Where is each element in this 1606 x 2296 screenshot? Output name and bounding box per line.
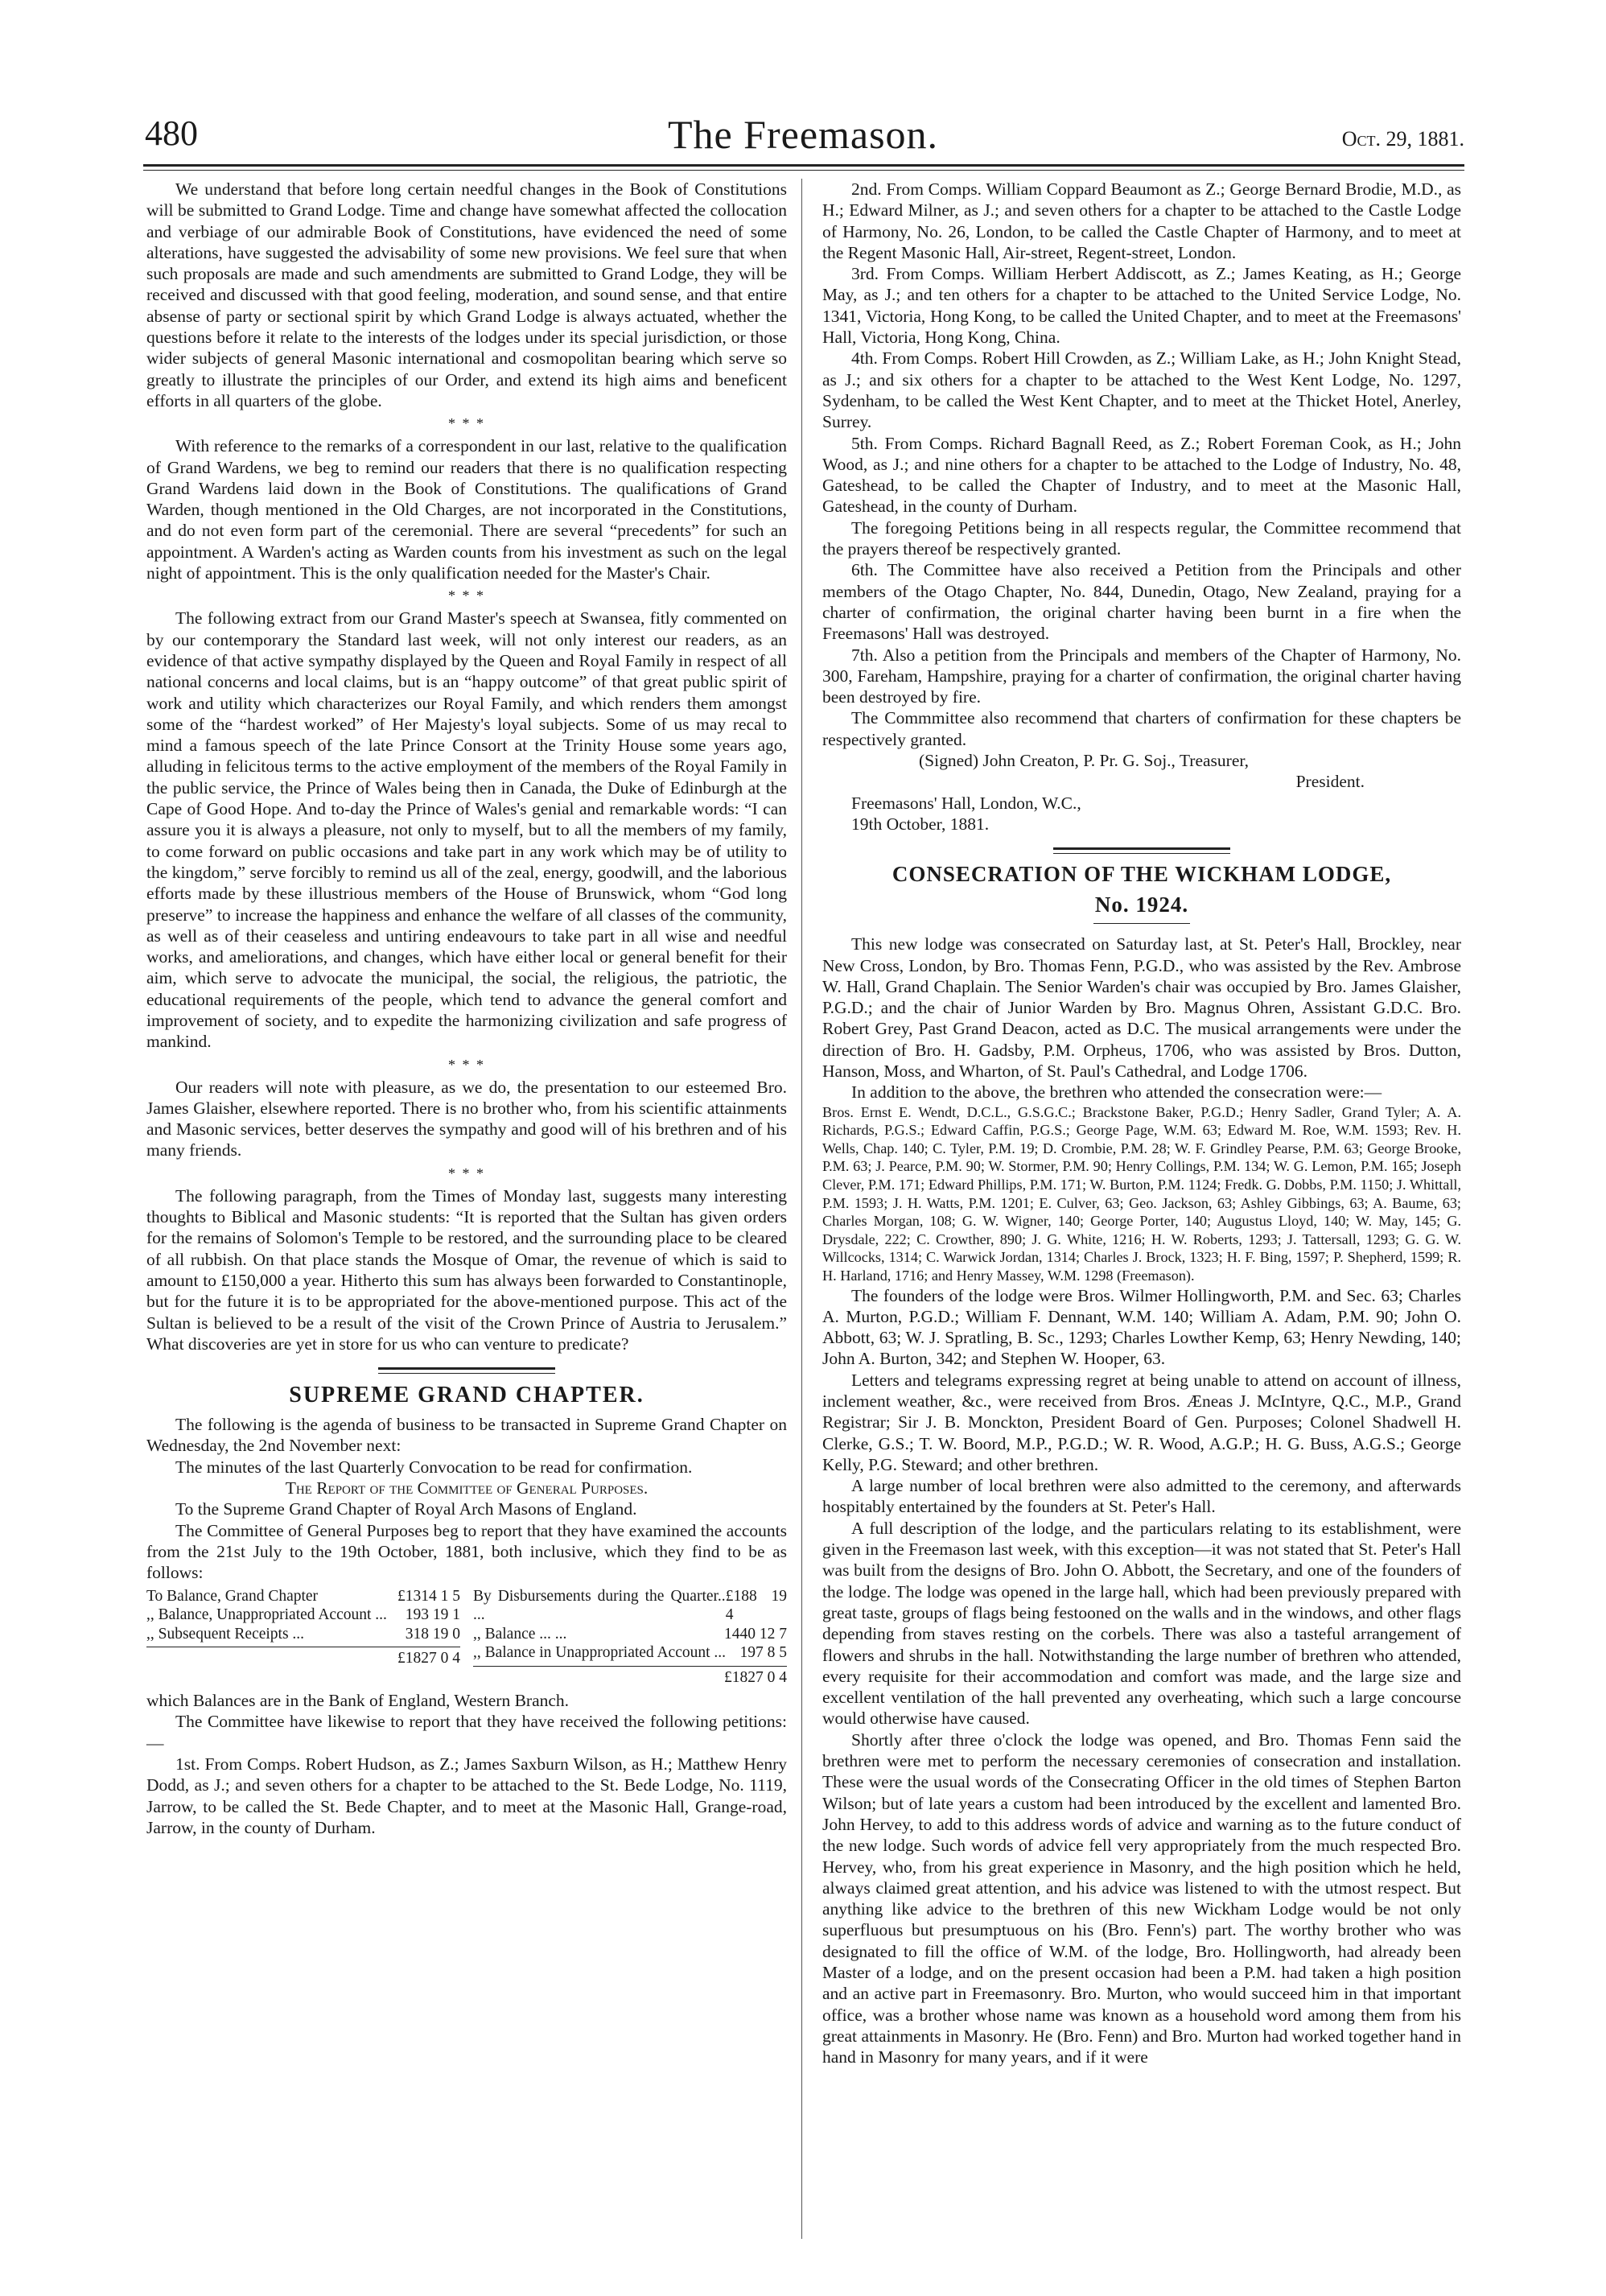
petition-third: 3rd. From Comps. William Herbert Addiscott, as Z.; James Keating, as H.; George May, as J.; and ten others for a chapter to be attached to the United Service Lodge, No. 1341, Victoria, Hong Kong, to be called the United Chapter, and to meet at the Freemasons' Hall, Victoria, Hong Kong, China. xyxy=(822,264,1461,348)
accounts-row xyxy=(473,1643,787,1663)
masthead xyxy=(0,0,1606,169)
accounts-row xyxy=(473,1625,787,1644)
heading-rule xyxy=(1053,847,1230,850)
paragraph-glaisher: Our readers will note with pleasure, as we do, the presentation to our esteemed Bro. James Glaisher, elsewhere reported. There is no brother who, from his scientific attainments and Masonic services, better deserves the sympathy and good will of his brethren and of his many friends. xyxy=(146,1077,787,1160)
signature-line: (Signed) John Creaton, P. Pr. G. Soj., Treasurer, xyxy=(919,751,1250,771)
attendees-intro: In addition to the above, the brethren who attended the consecration were:— xyxy=(851,1082,1382,1103)
accounts-amount: 197 8 5 xyxy=(739,1644,787,1662)
paragraph-grand-master-speech: The following extract from our Grand Master's speech at Swansea, fitly commented on by our contemporary the Standard last week, will not only interest our readers, as an evidence of that active sympathy displayed by the Queen and Royal Family in respect of all national concerns and local claims, but is an “happy outcome” of that great public spirit of work and utility which characterizes our Royal Family, and which renders them amongst some of the “hardest worked” of Her Majesty's loyal subjects. Some of us may recal to mind a famous speech of the late Prince Consort at the Trinity House some years ago, alluding in felicitous terms to the active employment of the members of the Royal Family in the public service, the Prince of Wales being then in Canada, the Duke of Edinburgh at the Cape of Good Hope. And to-day the Prince of Wales's genial and remarkable words: “I can assure you it is always a pleasure, not only to myself, but to all the members of my family, to come forward on public occasions and take part in any work which may be of utility to the kingdom,” serve forcibly to remind us all of the zeal, energy, goodwill, and the laborious efforts made by these illustrious members of the House of Brunswick, whom “God long preserve” to increase the happiness and enhance the welfare of all classes of the community, as well as of their ceaseless and untiring endeavours to take part in all wise and needful works, and ameliorations, and changes, which have either local or general benefit for their aim, which serve to advocate the municipal, the social, the religious, the patriotic, the educational requirements of the people, which tend to advance the general comfort and improvement of society, and to expedite the harmonizing civilization and safe progress of mankind. xyxy=(146,608,787,1052)
accounts-amount: £1314 1 5 xyxy=(397,1587,461,1605)
masthead-rule-thin xyxy=(143,170,1464,171)
accounts-label: To Balance, Grand Chapter xyxy=(146,1587,319,1605)
charters-recommendation: The Commmittee also recommend that charters of confirmation for these chapters be respectively granted. xyxy=(822,708,1461,749)
left-column xyxy=(146,179,787,1838)
petition-seventh: 7th. Also a petition from the Principals and members of the Chapter of Harmony, No. 300, Fareham, Hampshire, praying for a charter of confirmation, the original charter having been destroyed by fire. xyxy=(822,645,1461,707)
accounts-row xyxy=(146,1587,460,1606)
paragraph-grand-wardens: With reference to the remarks of a correspondent in our last, relative to the qualification of Grand Wardens, we beg to remind our readers that there is no qualification respecting Grand Wardens laid down in the Book of Constitutions. The qualifications of Grand Warden, though mentioned in the Old Charges, are not incorporated in the Constitutions, and do not even form part of the ceremonial. There are several “precedents” for such an appointment. A Warden's acting as Warden counts from his investment as such on the legal night of appointment. This is the only qualification needed for the Master's Chair. xyxy=(146,436,787,583)
signature-date: 19th October, 1881. xyxy=(851,814,990,834)
agenda-addressee: To the Supreme Grand Chapter of Royal Arch Masons of England. xyxy=(175,1499,637,1519)
section-separator: * * * xyxy=(448,415,485,432)
petitions-recommendation: The foregoing Petitions being in all respects regular, the Committee recommend that the prayers thereof be respectively granted. xyxy=(822,517,1461,559)
heading-rule-thin xyxy=(1053,853,1230,854)
paragraph-solomons-temple: The following paragraph, from the Times of Monday last, suggests many interesting thoughts to Biblical and Masonic students: “It is reported that the Sultan has given orders for the remains of Solomon's Temple to be restored, and the surrounding place to be cleared of all rubbish. On that place stands the Mosque of Omar, the revenue of which is said to amount to £150,000 a year. Hitherto this sum has always been forwarded to Constantinople, but for the future it is to be appropriated for the above-mentioned purpose. This act of the Sultan is believed to be a result of the visit of the Crown Prince of Austria to Jerusalem.” What discoveries are yet in store for us who can venture to predicate? xyxy=(146,1185,787,1354)
accounts-label: ,, Balance ... ... xyxy=(472,1625,567,1643)
accounts-row xyxy=(473,1587,787,1625)
consecration-intro: This new lodge was consecrated on Saturday last, at St. Peter's Hall, Brockley, near New Cross, London, by Bro. Thomas Fenn, P.G.D., who was assisted by the Rev. Ambrose W. Hall, Grand Chaplain. The Senior Warden's chair was occupied by Bro. James Glaisher, P.G.D.; and the chair of Junior Warden by Bro. Magnus Ohren, Assistant G.D.C. Bro. Robert Grey, Past Grand Deacon, acted as D.C. The musical arrangements were under the direction of Bro. H. Gadsby, P.M. Orpheus, 1706, who was assisted by Bros. Dutton, Hanson, Moss, and Wharton, of St. Paul's Cathedral, and Lodge 1706. xyxy=(822,934,1461,1081)
accounts-label: ,, Balance in Unappropriated Account ... xyxy=(472,1644,727,1662)
heading-short-rule xyxy=(1093,923,1190,924)
paragraph-book-of-constitutions: We understand that before long certain needful changes in the Book of Constitutions will be submitted to Grand Lodge. Time and change have somewhat affected the collocation and verbiage of our admirable Book of Constitutions, have evidenced the need of some alterations, have suggested the advisability of some new provisions. We feel sure that when such proposals are made and such amendments are submitted to Grand Lodge, they will be received and discussed with that good feeling, moderation, and sound sense, and that entire absense of party or sectional spirit by which Grand Lodge is always actuated, whether the questions before it relate to the interests of the lodges under its special jurisdiction, or those wider subjects of general Masonic international and cosmopolitan bearing which serve so greatly to illustrate the principles of our Order, and extend its high aims and beneficent efforts in all quarters of the globe. xyxy=(146,179,787,410)
attendees-list: Bros. Ernst E. Wendt, D.C.L., G.S.G.C.; Brackstone Baker, P.G.D.; Henry Sadler, Grand Tyler; A. A. Richards, P.G.S.; Edward Caffin, P.G.S.; George Page, W.M. 63; Edward M. Roe, W.M. 1593; Rev. H. Wells, Chap. 140; C. Tyler, P.M. 19; D. Crombie, P.M. 28; W. F. Grindley Pearse, P.M. 63; George Brooke, P.M. 63; J. Pearce, P.M. 90; W. Stormer, P.M. 90; Henry Collings, P.M. 134; W. G. Lemon, P.M. 165; Joseph Clever, P.M. 171; Edward Phillips, P.M. 171; W. Burton, P.M. 1124; Fredk. G. Dobbs, P.M. 1150; J. Whittall, P.M. 1593; J. H. Watts, P.M. 1201; E. Culver, 63; Geo. Jackson, 63; Ashley Gibbings, 63; A. Baume, 63; Charles Morgan, 108; G. W. Wigner, 140; George Porter, 140; Augustus Lloyd, 140; W. May, 145; G. Drysdale, 222; C. Crowther, 890; J. G. White, 1216; H. W. Roberts, 1293; J. Tattersall, 1293; G. G. W. Willcocks, 1314; C. Warwick Jordan, 1314; Charles J. Brock, 1323; H. F. Bing, 1597; P. Shepherd, 1599; R. H. Harland, 1716; and Henry Massey, W.M. 1298 (Freemason). xyxy=(822,1103,1461,1284)
column-divider xyxy=(801,179,802,2239)
accounts-total: £1827 0 4 xyxy=(473,1666,787,1688)
founders-paragraph: The founders of the lodge were Bros. Wilmer Hollingworth, P.M. and Sec. 63; Charles A. Murton, P.G.D.; William F. Dennant, W.M. 140; William A. Adam, P.M. 90; John O. Abbott, 63; W. J. Spratling, B. Sc., 1293; Charles Lowther Kemp, 63; Henry Newding, 140; John A. Burton, 342; and Stephen W. Hooper, 63. xyxy=(822,1285,1461,1369)
section-separator: * * * xyxy=(448,587,485,604)
accounts-total: £1827 0 4 xyxy=(146,1647,460,1668)
petitions-intro: The Committee have likewise to report that they have received the following petitions:— xyxy=(146,1712,787,1753)
page-number: 480 xyxy=(145,113,198,153)
section-separator: * * * xyxy=(448,1056,485,1073)
accounts-label: By Disbursements during the Quarter.. ... xyxy=(472,1587,726,1624)
accounts-row xyxy=(146,1606,460,1625)
heading-rule xyxy=(378,1367,555,1370)
heading-supreme-grand-chapter: SUPREME GRAND CHAPTER. xyxy=(289,1383,644,1408)
petition-fifth: 5th. From Comps. Richard Bagnall Reed, as Z.; Robert Foreman Cook, as H.; John Wood, as J.; and nine others for a chapter to be attached to the Lodge of Industry, No. 48, Gateshead, to be called the Chapter of Industry, and to meet at the Masonic Hall, Gateshead, in the county of Durham. xyxy=(822,433,1461,517)
agenda-minutes: The minutes of the last Quarterly Convocation to be read for confirmation. xyxy=(175,1457,693,1477)
heading-lodge-number: No. 1924. xyxy=(1094,892,1189,917)
local-brethren-paragraph: A large number of local brethren were also admitted to the ceremony, and afterwards hospitably entertained by the founders at St. Peter's Hall. xyxy=(822,1476,1461,1517)
masthead-rule xyxy=(143,164,1464,167)
agenda-accounts-intro: The Committee of General Purposes beg to report that they have examined the accounts from the 21st July to the 19th October, 1881, both inclusive, which they find to be as follows: xyxy=(146,1520,787,1583)
agenda-intro: The following is the agenda of business to be transacted in Supreme Grand Chapter on Wednesday, the 2nd November next: xyxy=(146,1415,787,1456)
petition-sixth: 6th. The Committee have also received a Petition from the Principals and other members of the Otago Chapter, No. 844, Dunedin, Otago, New Zealand, praying for a charter of confirmation, the original charter having been burnt in a fire when the Freemasons' Hall was destroyed. xyxy=(822,560,1461,644)
lodge-description-paragraph: A full description of the lodge, and the particulars relating to its establishment, were given in the Freemason last week, with this exception—it was not stated that St. Peter's Hall was built from the designs of Bro. John O. Abbott, the Secretary, and one of the founders of the lodge. The lodge was opened in the large hall, which had been previously prepared with great taste, groups of flags being festooned on the walls and in the windows, and other flags depending from staves resting on the corbels. There was also a tasteful arrangement of flowers and shrubs in the hall. Notwithstanding the large number of brethren who attended, every requisite for their accommodation and comfort was made, and the large size and excellent ventilation of the hall prevented any overheating, which such a large concourse would otherwise have caused. xyxy=(822,1518,1461,1729)
accounts-label: ,, Balance, Unappropriated Account ... xyxy=(146,1606,387,1624)
accounts-disbursements xyxy=(473,1587,787,1688)
accounts-bank-note: which Balances are in the Bank of England, Western Branch. xyxy=(146,1691,570,1711)
signature-title: President. xyxy=(1295,772,1365,792)
petition-fourth: 4th. From Comps. Robert Hill Crowden, as Z.; William Lake, as H.; John Knight Stead, as J.; and six others for a chapter to be attached to the West Kent Lodge, No. 1297, Sydenham, to be called the West Kent Chapter, and to meet at the Thicket Hotel, Anerley, Surrey. xyxy=(822,348,1461,432)
section-separator: * * * xyxy=(448,1164,485,1181)
issue-date: Oct. 29, 1881. xyxy=(1341,127,1464,150)
newspaper-title: The Freemason. xyxy=(667,112,939,157)
ceremony-paragraph: Shortly after three o'clock the lodge was opened, and Bro. Thomas Fenn said the brethren were met to perform the necessary ceremonies of consecration and installation. These were the usual words of the Consecrating Officer in the old times of Stephen Barton Wilson; but of late years a custom had been introduced by the excellent and lamented Bro. John Hervey, to add to this address words of advice and warning as to the future conduct of the new lodge. Such words of advice fell very appropriately from the much respected Bro. Hervey, who, from his great experience in Masonry, and the high position which he held, always claimed great attention, and his advice was listened to with the utmost respect. But anything like advice to the brethren of this new Wickham Lodge would be not only superfluous but presumptuous on his (Bro. Fenn's) part. The worthy brother who was designated to fill the office of W.M. of the lodge, Bro. Hollingworth, had already been Master of a lodge, and on the present occasion had been a P.M. had taken a high position and an active part in Freemasonry. Bro. Murton, who would succeed him in that important office, was a brother whose name was known as a household word among them from his great attainments in Masonry. He (Bro. Fenn) and Bro. Murton had worked together hand in hand in Masonry for many years, and if it were xyxy=(822,1729,1461,2067)
accounts-amount: 1440 12 7 xyxy=(724,1625,787,1643)
accounts-receipts xyxy=(146,1587,460,1688)
accounts-amount: £188 19 4 xyxy=(725,1587,787,1624)
heading-wickham-lodge: CONSECRATION OF THE WICKHAM LODGE, xyxy=(892,862,1392,887)
accounts-row xyxy=(146,1625,460,1644)
petition-first: 1st. From Comps. Robert Hudson, as Z.; James Saxburn Wilson, as H.; Matthew Henry Dodd, as J.; and seven others for a chapter to be attached to the St. Bede Lodge, No. 1119, Jarrow, to be called the St. Bede Chapter, and to meet at the Masonic Hall, Grange-road, Jarrow, in the county of Durham. xyxy=(146,1754,787,1837)
accounts-table xyxy=(146,1587,787,1688)
agenda-report-title: The Report of the Committee of General Purposes. xyxy=(285,1478,649,1498)
signature-place: Freemasons' Hall, London, W.C., xyxy=(851,793,1081,813)
right-column xyxy=(822,179,1461,2068)
heading-rule-thin xyxy=(378,1373,555,1374)
petition-second: 2nd. From Comps. William Coppard Beaumont as Z.; George Bernard Brodie, M.D., as H.; Edward Milner, as J.; and seven others for a chapter to be attached to the Castle Lodge of Harmony, No. 26, London, to be called the Castle Chapter of Harmony, and to meet at the Regent Masonic Hall, Air-street, Regent-street, London. xyxy=(822,179,1461,262)
accounts-amount: 318 19 0 xyxy=(405,1625,461,1643)
apologies-paragraph: Letters and telegrams expressing regret at being unable to attend on account of illness, inclement weather, &c., were received from Bros. Æneas J. McIntyre, Q.C., M.P., Grand Registrar; Sir J. B. Monckton, President Board of Gen. Purposes; Colonel Shadwell H. Clerke, G.S.; T. W. Boord, M.P., P.G.D.; W. R. Wood, A.G.P.; H. G. Buss, A.G.S.; George Kelly, P.G. Steward; and other brethren. xyxy=(822,1370,1461,1474)
accounts-label: ,, Subsequent Receipts ... xyxy=(146,1625,305,1643)
accounts-amount: 193 19 1 xyxy=(405,1606,461,1624)
